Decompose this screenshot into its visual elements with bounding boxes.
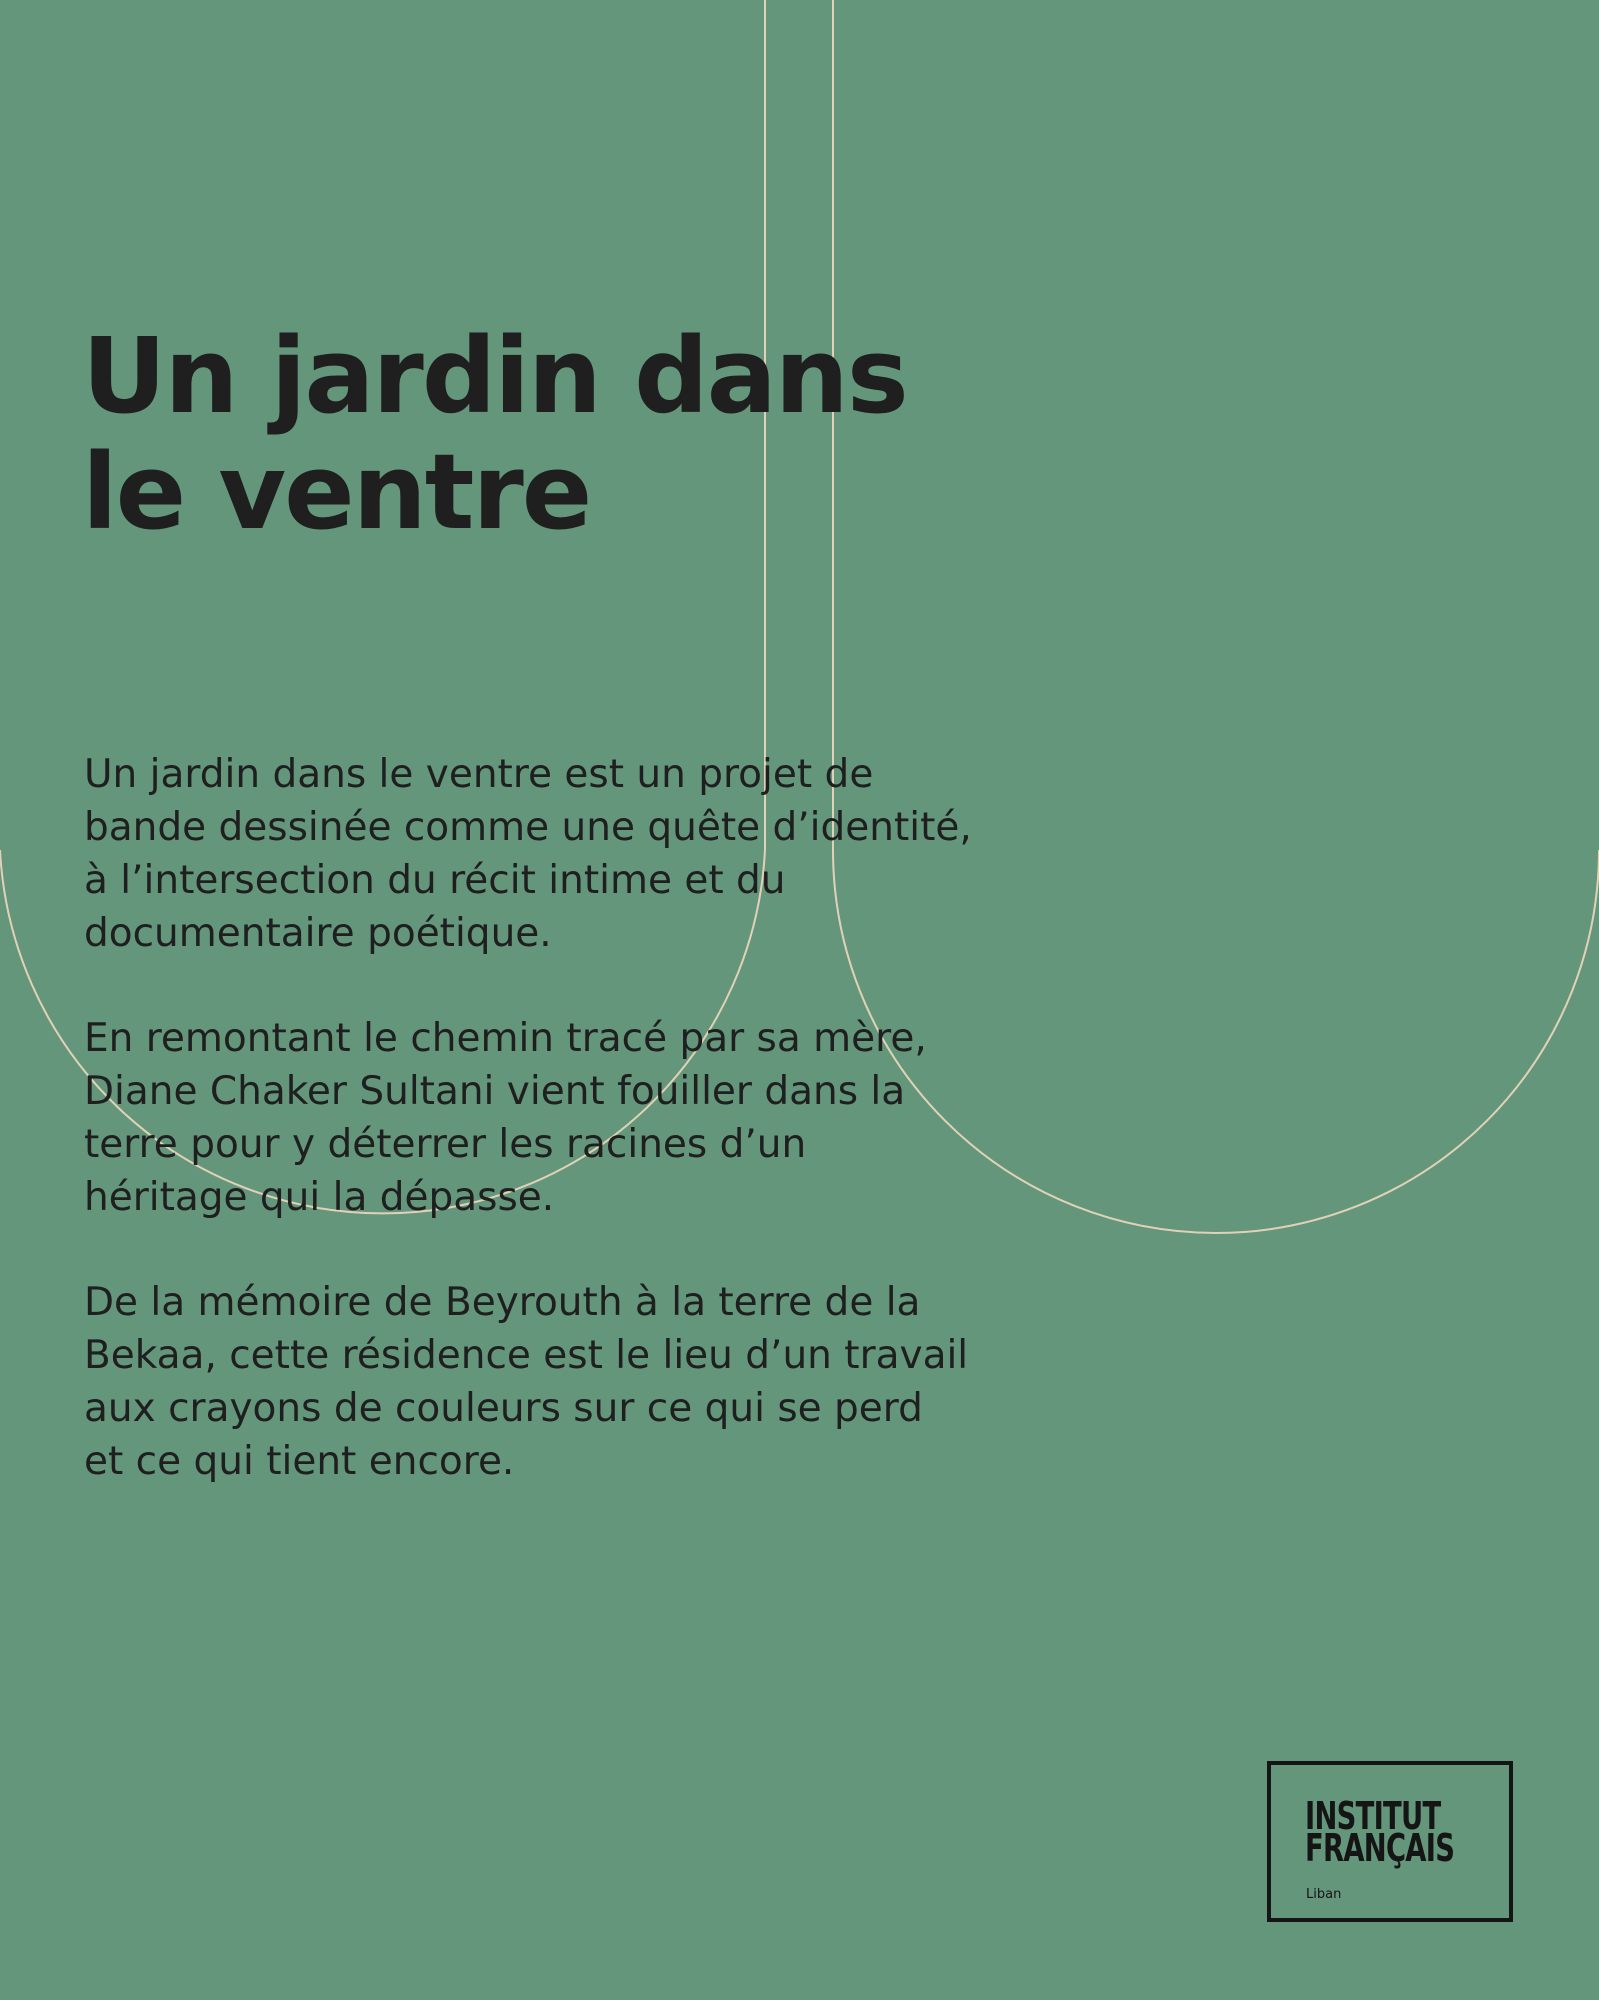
text-line: Diane Chaker Sultani vient fouiller dans la (84, 1069, 906, 1114)
text-line: bande dessinée comme une quête d’identité, (84, 805, 972, 850)
text-line: héritage qui la dépasse. (84, 1175, 555, 1220)
paragraph-residence (84, 1276, 1144, 1488)
title-line-2: le ventre (82, 431, 591, 553)
logo-country-label: Liban (1306, 1887, 1342, 1902)
paragraph-artist (84, 1012, 1144, 1224)
logo-wordmark-line-2: FRANÇAIS (1305, 1826, 1455, 1870)
logo-wordmark-line-1: INSTITUT (1305, 1794, 1441, 1838)
text-line: documentaire poétique. (84, 911, 552, 956)
text-line: terre pour y déterrer les racines d’un (84, 1122, 807, 1167)
description-text (84, 748, 1144, 1540)
text-line: De la mémoire de Beyrouth à la terre de la (84, 1280, 921, 1325)
institut-francais-logo (1267, 1761, 1513, 1922)
text-line: En remontant le chemin tracé par sa mère, (84, 1016, 927, 1061)
title-line-1: Un jardin dans (82, 315, 907, 437)
text-line: Un jardin dans le ventre est un projet de (84, 752, 874, 797)
text-line: à l’intersection du récit intime et du (84, 858, 786, 903)
text-line: Bekaa, cette résidence est le lieu d’un travail (84, 1333, 969, 1378)
text-line: et ce qui tient encore. (84, 1439, 515, 1484)
paragraph-project (84, 748, 1144, 960)
page-title (82, 315, 907, 553)
text-line: aux crayons de couleurs sur ce qui se perd (84, 1386, 923, 1431)
